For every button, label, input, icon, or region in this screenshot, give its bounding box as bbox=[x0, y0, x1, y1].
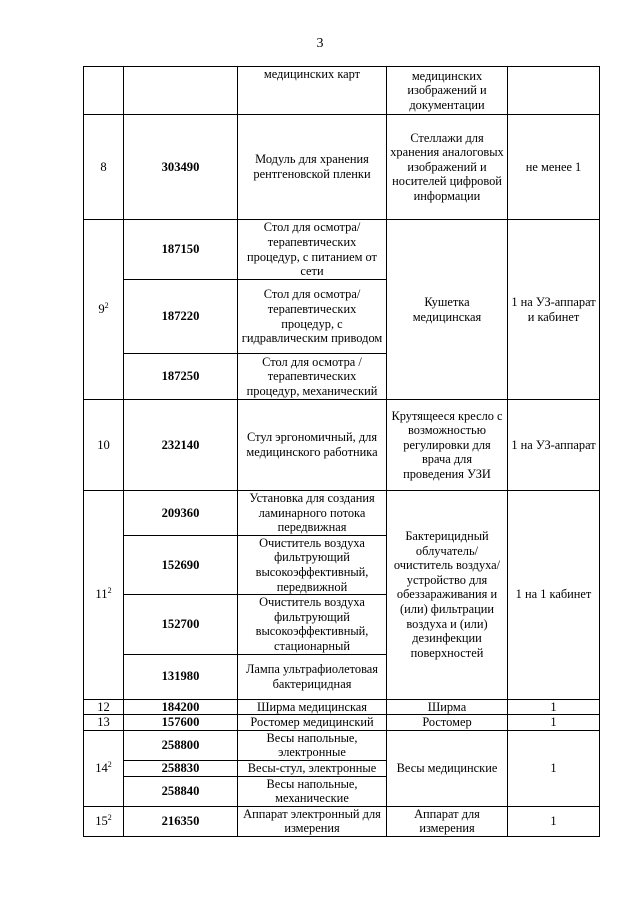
equipment-table bbox=[83, 66, 600, 837]
row-code: 152690 bbox=[124, 535, 238, 594]
row-number bbox=[84, 67, 124, 115]
row-number: $11^2$ bbox=[84, 491, 124, 700]
row-name: Аппарат электронный для измерения bbox=[238, 806, 387, 836]
row-code: 216350 bbox=[124, 806, 238, 836]
row-code: 131980 bbox=[124, 654, 238, 699]
row-kind: Бактерицидный облучатель/ очиститель воздуха/ устройство для обеззараживания и (или) фильтрации воздуха и (или) дезинфекции поверхностей bbox=[387, 491, 508, 700]
row-number: $15^2$ bbox=[84, 806, 124, 836]
row-code: 187220 bbox=[124, 280, 238, 354]
row-number: $9^2$ bbox=[84, 220, 124, 400]
row-name: Стол для осмотра/ терапевтических процедур, с гидравлическим приводом bbox=[238, 280, 387, 354]
table-row bbox=[84, 67, 600, 115]
row-qty: 1 на УЗ-аппарат и кабинет bbox=[508, 220, 600, 400]
row-code: 303490 bbox=[124, 115, 238, 220]
row-code: 258840 bbox=[124, 776, 238, 806]
row-code bbox=[124, 67, 238, 115]
row-kind: Ширма bbox=[387, 699, 508, 715]
row-kind: Аппарат для измерения bbox=[387, 806, 508, 836]
table-row bbox=[84, 491, 600, 536]
row-qty: 1 bbox=[508, 730, 600, 806]
row-number: 8 bbox=[84, 115, 124, 220]
row-qty: 1 bbox=[508, 699, 600, 715]
row-kind: медицинских изображений и документации bbox=[387, 67, 508, 115]
row-name: Установка для создания ламинарного потока передвижная bbox=[238, 491, 387, 536]
row-number: 12 bbox=[84, 699, 124, 715]
table-row bbox=[84, 730, 600, 760]
row-qty bbox=[508, 67, 600, 115]
row-kind: Ростомер bbox=[387, 715, 508, 731]
row-qty: не менее 1 bbox=[508, 115, 600, 220]
row-qty: 1 на 1 кабинет bbox=[508, 491, 600, 700]
row-name: Очиститель воздуха фильтрующий высокоэффективный, стационарный bbox=[238, 595, 387, 654]
row-code: 157600 bbox=[124, 715, 238, 731]
table-row bbox=[84, 806, 600, 836]
row-kind: Стеллажи для хранения аналоговых изображений и носителей цифровой информации bbox=[387, 115, 508, 220]
row-kind: Кушетка медицинская bbox=[387, 220, 508, 400]
table-row bbox=[84, 699, 600, 715]
page-number: 3 bbox=[316, 36, 324, 51]
row-name: Очиститель воздуха фильтрующий высокоэффективный, передвижной bbox=[238, 535, 387, 594]
row-code: 232140 bbox=[124, 400, 238, 491]
row-name: Ширма медицинская bbox=[238, 699, 387, 715]
row-number: 13 bbox=[84, 715, 124, 731]
row-code: 258830 bbox=[124, 760, 238, 776]
row-name: медицинских карт bbox=[238, 67, 387, 115]
row-qty: 1 bbox=[508, 806, 600, 836]
row-name: Ростомер медицинский bbox=[238, 715, 387, 731]
row-code: 209360 bbox=[124, 491, 238, 536]
row-kind: Крутящееся кресло с возможностью регулировки для врача для проведения УЗИ bbox=[387, 400, 508, 491]
row-number: $14^2$ bbox=[84, 730, 124, 806]
row-kind: Весы медицинские bbox=[387, 730, 508, 806]
table-row bbox=[84, 715, 600, 731]
row-code: 184200 bbox=[124, 699, 238, 715]
row-name: Лампа ультрафиолетовая бактерицидная bbox=[238, 654, 387, 699]
row-code: 187250 bbox=[124, 354, 238, 400]
row-name: Стул эргономичный, для медицинского работника bbox=[238, 400, 387, 491]
row-qty: 1 bbox=[508, 715, 600, 731]
row-name: Весы-стул, электронные bbox=[238, 760, 387, 776]
row-name: Весы напольные, механические bbox=[238, 776, 387, 806]
row-name: Стол для осмотра/ терапевтических процедур, с питанием от сети bbox=[238, 220, 387, 280]
row-code: 258800 bbox=[124, 730, 238, 760]
row-qty: 1 на УЗ-аппарат bbox=[508, 400, 600, 491]
table-row bbox=[84, 220, 600, 280]
row-name: Стол для осмотра /терапевтических процедур, механический bbox=[238, 354, 387, 400]
table-row bbox=[84, 400, 600, 491]
row-number: 10 bbox=[84, 400, 124, 491]
row-name: Весы напольные, электронные bbox=[238, 730, 387, 760]
row-name: Модуль для хранения рентгеновской пленки bbox=[238, 115, 387, 220]
row-code: 152700 bbox=[124, 595, 238, 654]
row-code: 187150 bbox=[124, 220, 238, 280]
table-row bbox=[84, 115, 600, 220]
